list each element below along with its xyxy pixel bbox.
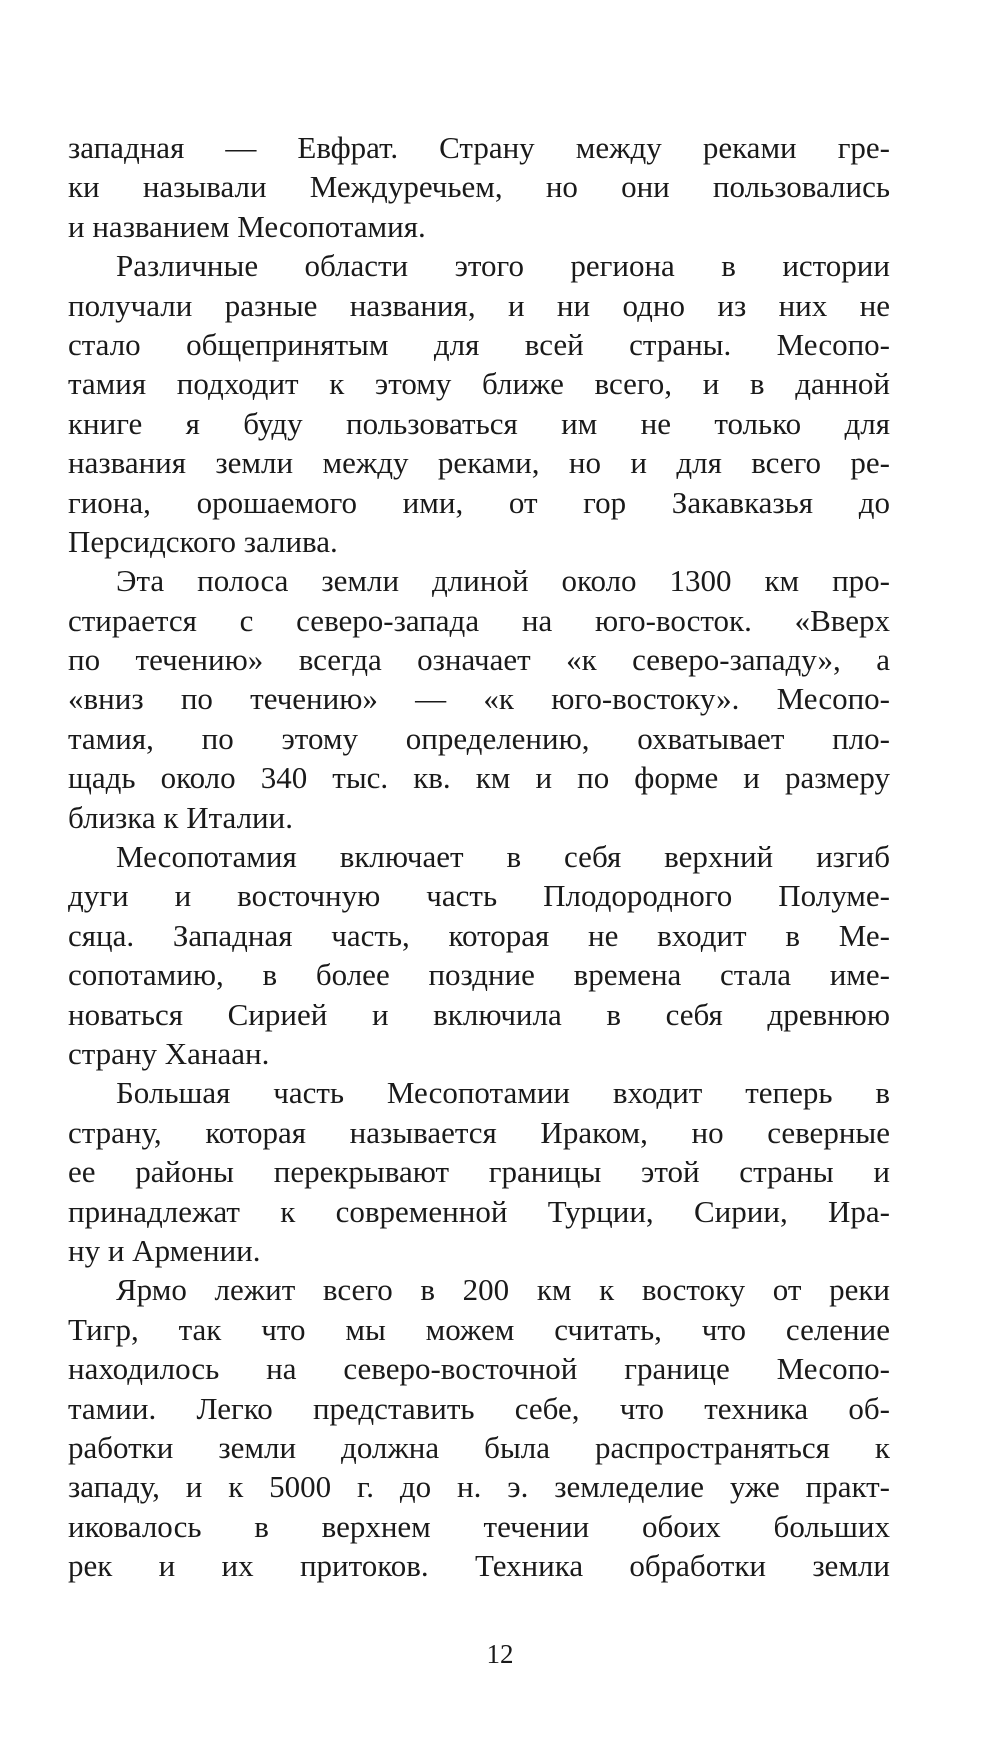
text-line: Ярмо лежит всего в 200 км к востоку от реки bbox=[116, 1272, 890, 1308]
text-line: названия земли между реками, но и для всего ре- bbox=[68, 445, 890, 481]
text-line: Месопотамия включает в себя верхний изгиб bbox=[116, 839, 890, 875]
text-line: страну Ханаан. bbox=[68, 1035, 270, 1071]
text-line: Большая часть Месопотамии входит теперь в bbox=[116, 1075, 890, 1111]
text-line: рек и их притоков. Техника обработки земли bbox=[68, 1548, 890, 1584]
text-line: стирается с северо-запада на юго-восток. «Вверх bbox=[68, 602, 890, 638]
body-text bbox=[68, 128, 890, 1585]
paragraph bbox=[68, 1073, 890, 1270]
text-line: книге я буду пользоваться им не только для bbox=[68, 405, 890, 441]
page-number: 12 bbox=[486, 1639, 514, 1669]
paragraph bbox=[68, 128, 890, 246]
text-line: тамия подходит к этому ближе всего, и в данной bbox=[68, 366, 890, 402]
paragraph bbox=[68, 837, 890, 1073]
paragraph bbox=[68, 561, 890, 837]
text-line: сяца. Западная часть, которая не входит в Ме- bbox=[68, 917, 890, 953]
text-line: близка к Италии. bbox=[68, 799, 293, 835]
text-line: иковалось в верхнем течении обоих больших bbox=[68, 1508, 890, 1544]
text-line: ну и Армении. bbox=[68, 1232, 261, 1268]
text-line: получали разные названия, и ни одно из них не bbox=[68, 287, 890, 323]
text-line: сопотамию, в более поздние времена стала име- bbox=[68, 957, 890, 993]
text-line: принадлежат к современной Турции, Сирии, Ира- bbox=[68, 1193, 890, 1229]
text-line: щадь около 340 тыс. кв. км и по форме и размеру bbox=[68, 760, 890, 796]
text-line: и названием Месопотамия. bbox=[68, 208, 426, 244]
text-line: тамия, по этому определению, охватывает пло- bbox=[68, 720, 890, 756]
text-line: западу, и к 5000 г. до н. э. земледелие уже практ- bbox=[68, 1469, 890, 1505]
text-line: дуги и восточную часть Плодородного Полуме- bbox=[68, 878, 890, 914]
text-line: Эта полоса земли длиной около 1300 км про- bbox=[116, 563, 890, 599]
paragraph bbox=[68, 1270, 890, 1585]
text-line: по течению» всегда означает «к северо-западу», а bbox=[68, 642, 890, 678]
text-line: Тигр, так что мы можем считать, что селение bbox=[68, 1311, 890, 1347]
text-line: Персидского залива. bbox=[68, 523, 338, 559]
paragraph bbox=[68, 246, 890, 561]
text-line: западная — Евфрат. Страну между реками гре- bbox=[68, 130, 890, 165]
text-line: тамии. Легко представить себе, что техника об- bbox=[68, 1390, 890, 1426]
text-line: работки земли должна была распространяться к bbox=[68, 1429, 890, 1465]
text-line: ки называли Междуречьем, но они пользовались bbox=[68, 169, 890, 205]
text-line: ее районы перекрывают границы этой страны и bbox=[68, 1154, 890, 1190]
text-line: «вниз по течению» — «к юго-востоку». Месопо- bbox=[68, 681, 890, 717]
text-line: страну, которая называется Ираком, но северные bbox=[68, 1114, 890, 1150]
text-line: находилось на северо-восточной границе Месопо- bbox=[68, 1351, 890, 1387]
text-line: гиона, орошаемого ими, от гор Закавказья до bbox=[68, 484, 890, 520]
text-line: новаться Сирией и включила в себя древнюю bbox=[68, 996, 890, 1032]
text-line: Различные области этого региона в истории bbox=[116, 248, 890, 284]
text-line: стало общепринятым для всей страны. Месопо- bbox=[68, 326, 890, 362]
